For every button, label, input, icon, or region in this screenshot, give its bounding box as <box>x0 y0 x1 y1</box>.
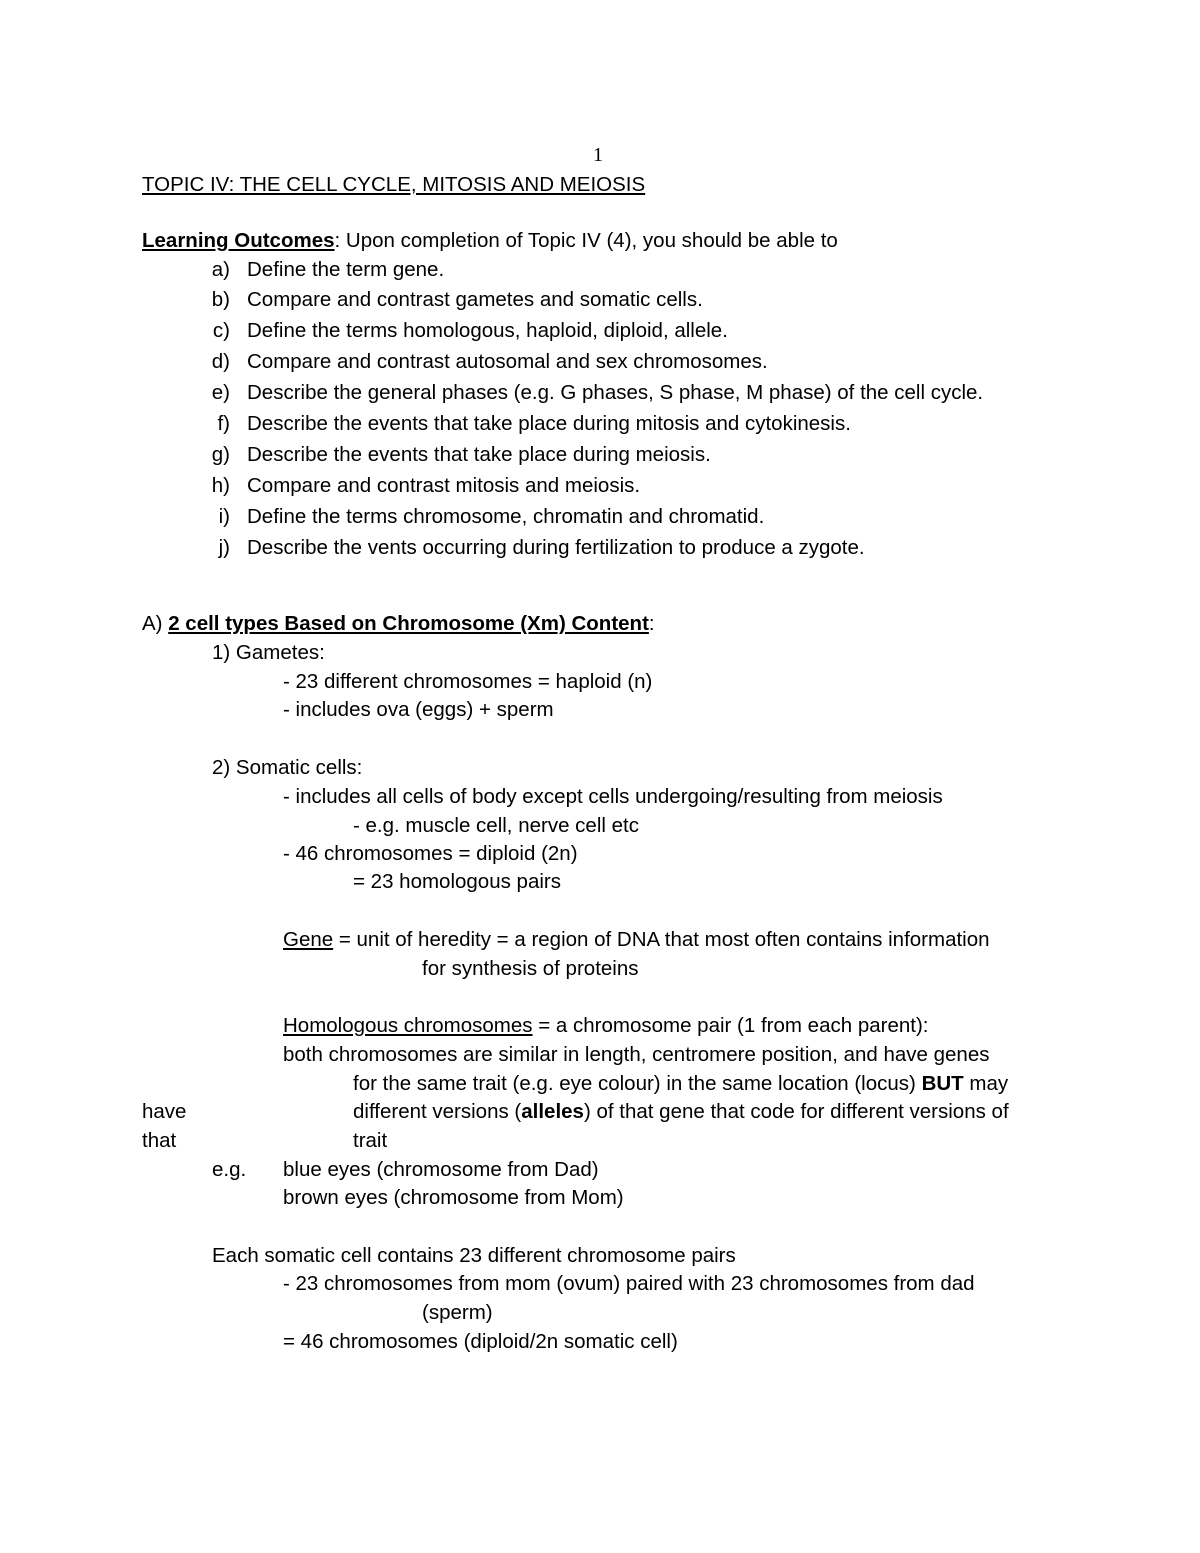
homologous-def: = a chromosome pair (1 from each parent): <box>532 1014 929 1037</box>
outcome-marker: d) <box>211 350 230 373</box>
outcome-text: Describe the events that take place during meiosis. <box>247 443 711 466</box>
outcome-text: Compare and contrast gametes and somatic cells. <box>247 288 703 311</box>
outcome-marker: e) <box>211 381 230 404</box>
but-emphasis: BUT <box>921 1072 964 1095</box>
gene-definition <box>283 927 990 953</box>
outcome-marker: h) <box>211 474 230 497</box>
homologous-text: for the same trait (e.g. eye colour) in the same location (locus) <box>353 1072 922 1095</box>
section-a-title: 2 cell types Based on Chromosome (Xm) Content <box>168 612 649 635</box>
outcome-text: Describe the general phases (e.g. G phases, S phase, M phase) of the cell cycle. <box>247 381 984 404</box>
pairs-line: (sperm) <box>422 1301 493 1324</box>
gametes-label: 1) Gametes: <box>212 641 325 664</box>
gene-def-cont: for synthesis of proteins <box>422 957 639 980</box>
outcome-text: Compare and contrast autosomal and sex chromosomes. <box>247 350 768 373</box>
outcome-marker: g) <box>211 443 230 466</box>
outcome-text: Describe the events that take place during mitosis and cytokinesis. <box>247 412 851 435</box>
homologous-line: both chromosomes are similar in length, centromere position, and have genes <box>283 1043 990 1066</box>
outcome-text: Define the term gene. <box>247 258 445 281</box>
somatic-line: = 23 homologous pairs <box>353 870 561 893</box>
outcome-marker: a) <box>211 258 230 281</box>
outcome-marker: c) <box>212 319 230 342</box>
homologous-line: trait <box>353 1129 388 1152</box>
learning-outcomes-text: : Upon completion of Topic IV (4), you should be able to <box>334 229 838 252</box>
gametes-line: - includes ova (eggs) + sperm <box>283 698 554 721</box>
homologous-text: may <box>963 1072 1009 1095</box>
homologous-line <box>353 1071 1008 1097</box>
homologous-text: ) of that gene that code for different versions of <box>583 1100 1009 1123</box>
learning-outcomes-label: Learning Outcomes <box>142 229 335 252</box>
gametes-line: - 23 different chromosomes = haploid (n) <box>283 670 653 693</box>
learning-outcomes-intro <box>142 228 838 254</box>
outcome-marker: i) <box>218 505 230 528</box>
outcome-text: Define the terms homologous, haploid, diploid, allele. <box>247 319 728 342</box>
homologous-definition <box>283 1013 928 1039</box>
somatic-line: - e.g. muscle cell, nerve cell etc <box>353 814 639 837</box>
somatic-label: 2) Somatic cells: <box>212 756 363 779</box>
homologous-term: Homologous chromosomes <box>283 1014 533 1037</box>
alleles-emphasis: alleles <box>521 1100 584 1123</box>
outcome-marker: j) <box>218 536 230 559</box>
pairs-line: - 23 chromosomes from mom (ovum) paired with 23 chromosomes from dad <box>283 1272 975 1295</box>
outcome-text: Define the terms chromosome, chromatin and chromatid. <box>247 505 765 528</box>
margin-word: have <box>142 1100 187 1123</box>
page-number: 1 <box>593 144 603 166</box>
section-a-prefix: A) <box>142 612 169 635</box>
page-title: TOPIC IV: THE CELL CYCLE, MITOSIS AND MEIOSIS <box>142 173 646 196</box>
gene-term: Gene <box>283 928 334 951</box>
outcome-marker: f) <box>217 412 230 435</box>
margin-word: that <box>142 1129 177 1152</box>
outcome-marker: b) <box>211 288 230 311</box>
somatic-line: - 46 chromosomes = diploid (2n) <box>283 842 578 865</box>
somatic-line: - includes all cells of body except cells undergoing/resulting from meiosis <box>283 785 943 808</box>
outcome-text: Compare and contrast mitosis and meiosis. <box>247 474 641 497</box>
outcome-text: Describe the vents occurring during fertilization to produce a zygote. <box>247 536 865 559</box>
section-a-suffix: : <box>648 612 655 635</box>
example-line: blue eyes (chromosome from Dad) <box>283 1158 599 1181</box>
pairs-line: = 46 chromosomes (diploid/2n somatic cell) <box>283 1330 678 1353</box>
gene-def: = unit of heredity = a region of DNA that most often contains information <box>333 928 990 951</box>
pairs-line: Each somatic cell contains 23 different chromosome pairs <box>212 1244 736 1267</box>
homologous-text: different versions ( <box>353 1100 522 1123</box>
homologous-line <box>353 1099 1009 1125</box>
section-a-heading <box>142 611 655 637</box>
example-label: e.g. <box>212 1158 247 1181</box>
example-line: brown eyes (chromosome from Mom) <box>283 1186 624 1209</box>
